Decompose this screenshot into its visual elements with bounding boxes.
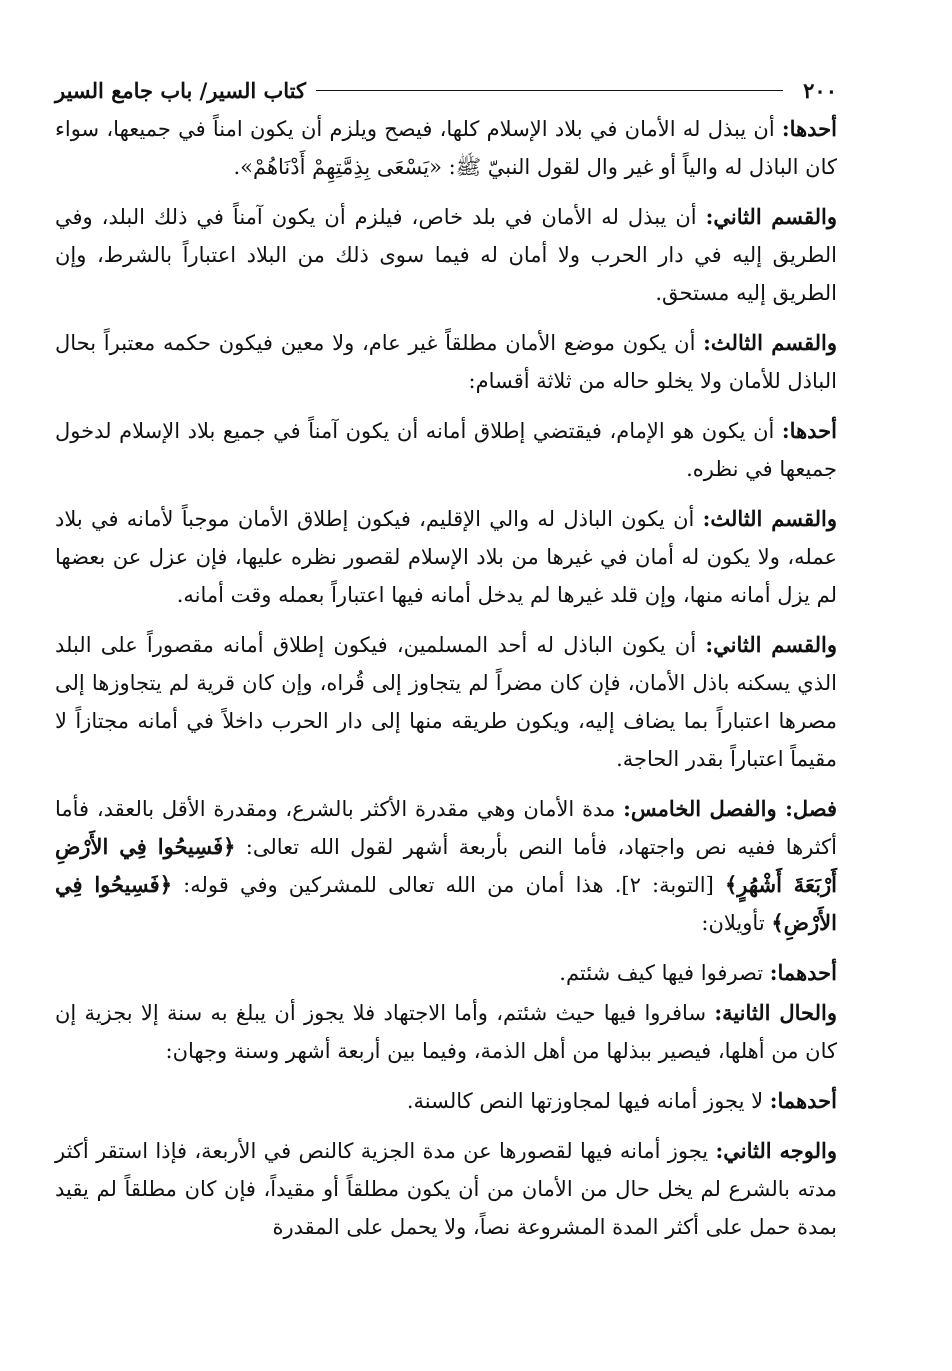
paragraph-10 [55,1082,837,1120]
page-header [55,70,837,110]
paragraph-7 [55,790,837,942]
paragraph-4 [55,412,837,488]
paragraph-text: أن يبذل له الأمان في بلد خاص، فيلزم أن يكون آمناً في ذلك البلد، وفي الطريق إليه في دار الحرب ولا أمان له فيما سوى ذلك من البلاد اعتباراً بالشرط، وإن الطريق إليه مستحق. [55,205,837,305]
paragraph-8 [55,954,837,992]
quran-verse: ﴿فَسِيحُوا فِي الأَرْضِ﴾ [55,872,837,935]
paragraph-lead: أحدها: [781,116,837,141]
paragraph-text: مدة الأمان وهي مقدرة الأكثر بالشرع، ومقدرة الأقل بالعقد، فأما أكثرها ففيه نص واجتهاد، فأما النص بأربعة أشهر لقول الله تعالى: [55,797,837,859]
paragraph-lead: والحال الثانية: [714,1000,837,1025]
paragraph-text: أن يبذل له الأمان في بلاد الإسلام كلها، فيصح ويلزم أن يكون امناً في جميعها، سواء كان الباذل له والياً أو غير وال لقول النبيّ ﷺ: «يَسْعَى بِذِمَّتِهِمْ أَدْنَاهُمْ». [55,117,837,179]
paragraph-1 [55,110,837,186]
quran-verse: ﴿فَسِيحُوا فِي الأَرْضِ أَرْبَعَةَ أَشْهُرٍ﴾ [55,834,837,897]
paragraph-text: أن يكون الباذل له والي الإقليم، فيكون إطلاق الأمان موجباً لأمانه في بلاد عمله، ولا يكون له أمان في غيرها من بلاد الإسلام لقصور نظره عليها، فإن عزل عن بعضها لم يزل أمانه منها، وإن قلد غيرها لم يدخل أمانه فيها اعتباراً بعمله وقت أمانه. [55,507,837,607]
paragraph-text: أن يكون موضع الأمان مطلقاً غير عام، ولا معين فيكون حكمه معتبراً بحال الباذل للأمان ولا يخلو حاله من ثلاثة أقسام: [55,331,837,393]
paragraph-text: سافروا فيها حيث شئتم، وأما الاجتهاد فلا يجوز أن يبلغ به سنة إلا بجزية إن كان من أهلها، فيصير ببذلها من أهل الذمة، وفيما بين أربعة أشهر وسنة وجهان: [55,1001,837,1063]
paragraph-lead: والقسم الثالث: [702,506,837,531]
paragraph-lead: والوجه الثاني: [715,1138,837,1163]
paragraph-2 [55,198,837,312]
page [55,70,837,1258]
paragraph-9 [55,994,837,1070]
paragraph-lead: والقسم الثاني: [705,204,837,229]
page-number: ٢٠٠ [803,77,837,103]
paragraph-lead: أحدهما: [769,1088,837,1113]
paragraph-lead: والقسم الثالث: [703,330,837,355]
paragraph-lead: أحدهما: [769,960,837,985]
paragraph-text: تصرفوا فيها كيف شئتم. [559,961,770,985]
paragraph-lead: فصل: والفصل الخامس: [623,796,837,821]
paragraph-5 [55,500,837,614]
paragraph-text: أن يكون هو الإمام، فيقتضي إطلاق أمانه أن يكون آمناً في جميع بلاد الإسلام لدخول جميعها في نظره. [55,419,837,481]
paragraph-3 [55,324,837,400]
paragraph-text: أن يكون الباذل له أحد المسلمين، فيكون إطلاق أمانه مقصوراً على البلد الذي يسكنه باذل الأمان، فإن كان مضراً لم يتجاوز إلى قُراه، وإن كان قرية لم يتجاوزها إلى مصرها اعتباراً بما يضاف إليه، ويكون طريقه منها إلى دار الحرب داخلاً في أمانه مجتازاً لا مقيماً اعتباراً بقدر الحاجة. [55,633,838,771]
running-title: كتاب السير/ باب جامع السير [55,77,307,103]
paragraph-lead: والقسم الثاني: [705,632,837,657]
paragraph-text: لا يجوز أمانه فيها لمجاوزتها النص كالسنة. [406,1089,770,1113]
paragraph-6 [55,626,837,778]
paragraph-text: تأويلان: [701,911,772,935]
paragraph-11 [55,1132,837,1246]
paragraph-lead: أحدها: [781,418,837,443]
paragraph-text: [التوبة: ٢]. هذا أمان من الله تعالى للمشركين وفي قوله: [172,873,725,897]
paragraph-text: يجوز أمانه فيها لقصورها عن مدة الجزية كالنص في الأربعة، فإذا استقر أكثر مدته بالشرع لم يخل حال من الأمان من أن يكون مطلقاً أو مقيداً، فإن كان مطلقاً لم يقيد بمدة حمل على أكثر المدة المشروعة نصاً، ولا يحمل على المقدرة [55,1139,837,1239]
header-rule [316,90,783,91]
